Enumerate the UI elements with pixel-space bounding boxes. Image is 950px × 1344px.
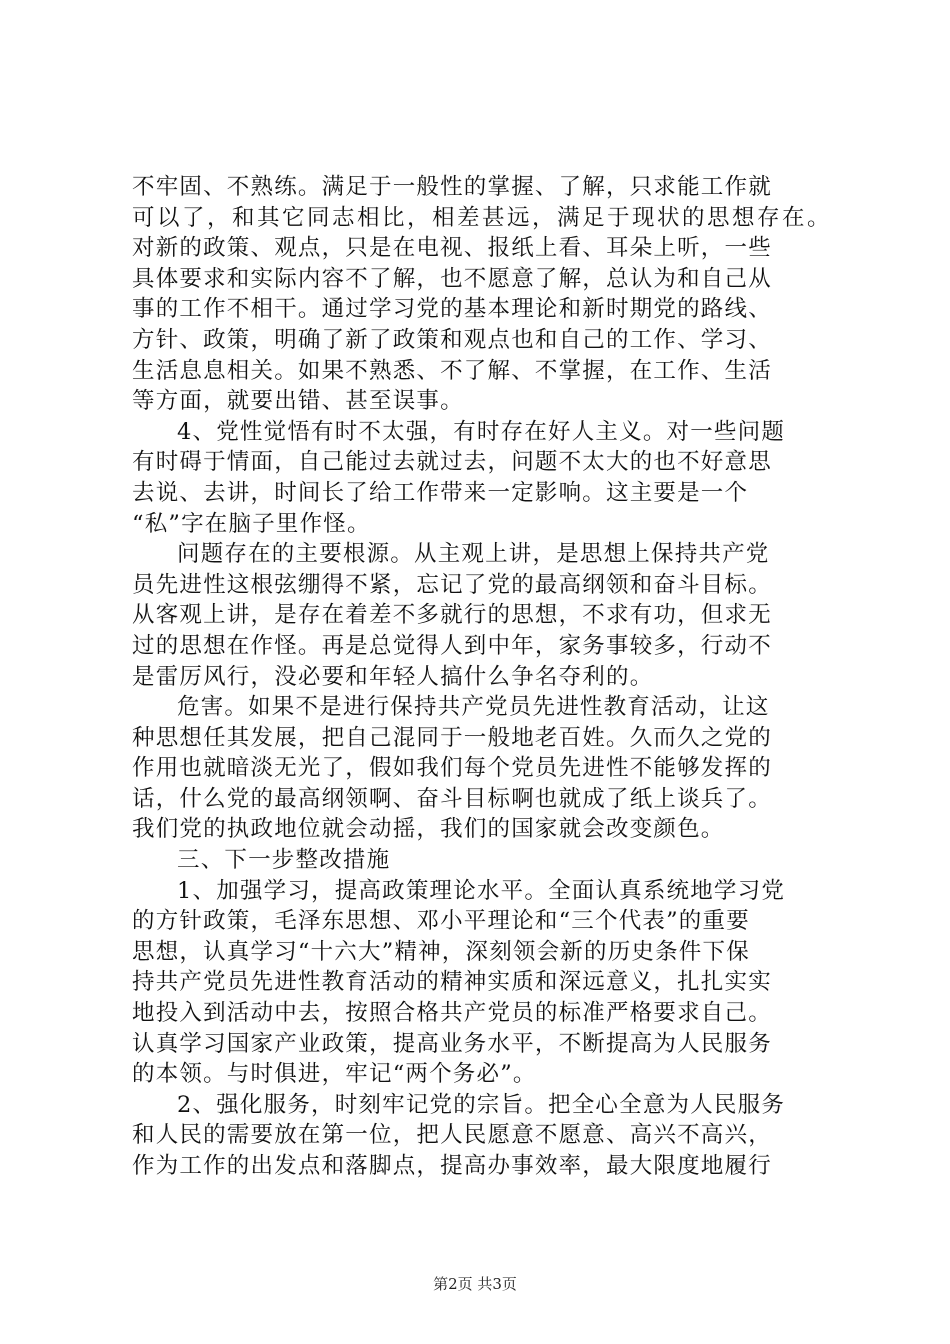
text-line: 话，什么党的最高纲领啊、奋斗目标啊也就成了纸上谈兵了。 xyxy=(132,785,772,812)
text-line: 的方针政策，毛泽东思想、邓小平理论和“三个代表”的重要 xyxy=(132,908,750,935)
text-line: 等方面，就要出错、甚至误事。 xyxy=(132,388,464,415)
text-line: 去说、去讲，时间长了给工作带来一定影响。这主要是一个 xyxy=(132,479,749,506)
text-line: 地投入到活动中去，按照合格共产党员的标准严格要求自己。 xyxy=(132,1000,772,1027)
text-line: 生活息息相关。如果不熟悉、不了解、不掌握，在工作、生活 xyxy=(132,357,772,384)
text-line: 员先进性这根弦绷得不紧，忘记了党的最高纲领和奋斗目标。 xyxy=(132,571,772,598)
text-line: 作用也就暗淡无光了，假如我们每个党员先进性不能够发挥的 xyxy=(132,755,772,782)
text-line: 认真学习国家产业政策，提高业务水平，不断提高为人民服务 xyxy=(132,1030,772,1057)
text-line: 从客观上讲，是存在着差不多就行的思想，不求有功，但求无 xyxy=(132,602,772,629)
text-line: 种思想任其发展，把自己混同于一般地老百姓。久而久之党的 xyxy=(132,724,772,751)
text-line: 4、党性觉悟有时不太强，有时存在好人主义。对一些问题 xyxy=(177,418,786,445)
document-body xyxy=(132,172,832,1182)
text-line: 和人民的需要放在第一位，把人民愿意不愿意、高兴不高兴， xyxy=(132,1122,772,1149)
text-line: 2、强化服务，时刻牢记党的宗旨。把全心全意为人民服务 xyxy=(177,1091,786,1118)
text-line: 我们党的执政地位就会动摇，我们的国家就会改变颜色。 xyxy=(132,816,725,843)
text-line: 的本领。与时俱进，牢记“两个务必”。 xyxy=(132,1061,537,1088)
text-line: 是雷厉风行，没必要和年轻人搞什么争名夺利的。 xyxy=(132,663,654,690)
text-line: 事的工作不相干。通过学习党的基本理论和新时期党的路线、 xyxy=(132,296,772,323)
page-footer: 第2页 共3页 xyxy=(433,1275,517,1293)
text-line: 可以了，和其它同志相比，相差甚远，满足于现状的思想存在。 xyxy=(132,204,832,231)
text-line: 过的思想在作怪。再是总觉得人到中年，家务事较多，行动不 xyxy=(132,632,772,659)
text-line: “私”字在脑子里作怪。 xyxy=(132,510,371,537)
text-line: 危害。如果不是进行保持共产党员先进性教育活动，让这 xyxy=(177,694,770,721)
text-line: 思想，认真学习“十六大”精神，深刻领会新的历史条件下保 xyxy=(132,938,750,965)
text-line: 有时碍于情面，自己能过去就过去，问题不太大的也不好意思 xyxy=(132,449,772,476)
text-line: 问题存在的主要根源。从主观上讲，是思想上保持共产党 xyxy=(177,541,770,568)
text-line: 作为工作的出发点和落脚点，提高办事效率，最大限度地履行 xyxy=(132,1153,772,1179)
text-line: 1、加强学习，提高政策理论水平。全面认真系统地学习党 xyxy=(177,877,786,904)
text-line: 不牢固、不熟练。满足于一般性的掌握、了解，只求能工作就 xyxy=(132,174,772,200)
text-line: 对新的政策、观点，只是在电视、报纸上看、耳朵上听，一些 xyxy=(132,235,772,262)
text-line: 持共产党员先进性教育活动的精神实质和深远意义，扎扎实实 xyxy=(132,969,772,996)
text-line: 方针、政策，明确了新了政策和观点也和自己的工作、学习、 xyxy=(132,326,772,353)
text-line: 三、下一步整改措施 xyxy=(177,847,391,874)
text-line: 具体要求和实际内容不了解，也不愿意了解，总认为和自己从 xyxy=(132,265,772,292)
